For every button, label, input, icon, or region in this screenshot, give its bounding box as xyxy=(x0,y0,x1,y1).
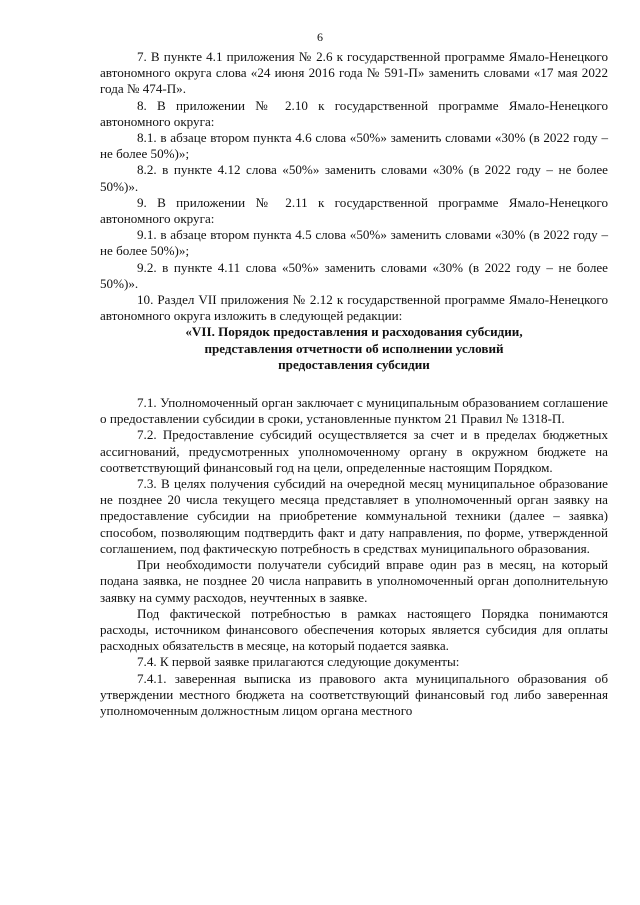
paragraph-8-1: 8.1. в абзаце втором пункта 4.6 слова «50%» заменить словами «30% (в 2022 году – не более 50%)»; xyxy=(100,130,608,162)
paragraph-7: 7. В пункте 4.1 приложения № 2.6 к государственной программе Ямало-Ненецкого автономного округа слова «24 июня 2016 года № 591-П» заменить словами «17 мая 2022 года № 474-П». xyxy=(100,49,608,97)
paragraph-actual-need: Под фактической потребностью в рамках настоящего Порядка понимаются расходы, источником финансового обеспечения которых является субсидия для оплаты расходных обязательств в месяце, на который подается заявка. xyxy=(100,605,608,654)
paragraph-8-2: 8.2. в пункте 4.12 слова «50%» заменить словами «30% (в 2022 году – не более 50%)». xyxy=(100,162,608,194)
paragraph-7-4-1: 7.4.1. заверенная выписка из правового акта муниципального образования об утверждении местного бюджета на соответствующий финансовый год либо заверенная уполномоченным должностным лицом органа местного xyxy=(100,670,608,718)
section-heading-line-3: предоставления субсидии xyxy=(278,356,430,372)
paragraph-additional-request: При необходимости получатели субсидий вправе один раз в месяц, на который подана заявка, не позднее 20 числа направить в уполномоченный орган дополнительную заявку на сумму расходов, неучтенных в заявке. xyxy=(100,557,608,605)
paragraph-9-1: 9.1. в абзаце втором пункта 4.5 слова «50%» заменить словами «30% (в 2022 году – не более 50%)»; xyxy=(100,227,608,259)
paragraph-7-3: 7.3. В целях получения субсидий на очередной месяц муниципальное образование не позднее 20 числа текущего месяца представляет в уполномоченный орган заявку на предоставление субсидии на приобретение коммунальной техники (далее – заявка) способом, позволяющим подтвердить факт и дату направления, по форме, утвержденной соглашением, под фактическую потребность в средствах муниципального образования. xyxy=(100,476,608,556)
section-heading-line-2: представления отчетности об исполнении условий xyxy=(204,340,504,356)
paragraph-7-1: 7.1. Уполномоченный орган заключает с муниципальным образованием соглашение о предоставлении субсидии в сроки, установленные пунктом 21 Правил № 1318-П. xyxy=(100,395,608,427)
document-body xyxy=(100,49,608,719)
paragraph-7-2: 7.2. Предоставление субсидий осуществляется за счет и в пределах бюджетных ассигнований, предусмотренных уполномоченному органу в окружном бюджете на соответствующий финансовый год на цели, определенные настоящим Порядком. xyxy=(100,427,608,475)
paragraph-7-4: 7.4. К первой заявке прилагаются следующие документы: xyxy=(137,654,460,670)
section-heading-line-1: «VII. Порядок предоставления и расходования субсидии, xyxy=(185,324,523,340)
paragraph-8: 8. В приложении № 2.10 к государственной программе Ямало-Ненецкого автономного округа: xyxy=(100,97,608,129)
page-number: 6 xyxy=(317,30,323,44)
paragraph-10: 10. Раздел VII приложения № 2.12 к государственной программе Ямало-Ненецкого автономного округа изложить в следующей редакции: xyxy=(100,292,608,324)
paragraph-9-2: 9.2. в пункте 4.11 слова «50%» заменить словами «30% (в 2022 году – не более 50%)». xyxy=(100,259,608,291)
paragraph-9: 9. В приложении № 2.11 к государственной программе Ямало-Ненецкого автономного округа: xyxy=(100,194,608,227)
section-heading xyxy=(100,324,608,373)
